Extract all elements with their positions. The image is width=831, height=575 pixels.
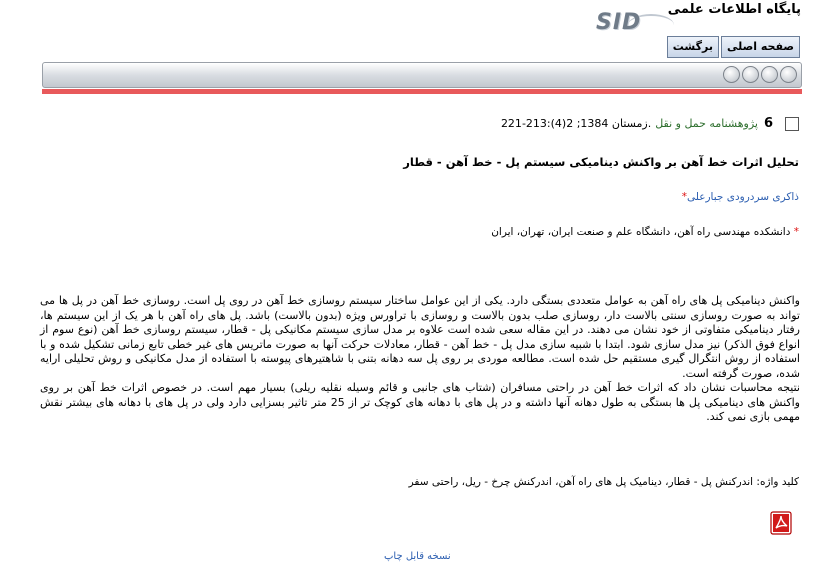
printable-version-link[interactable]: نسخه قابل چاپ <box>384 551 451 562</box>
abstract-paragraph-2: نتیجه محاسبات نشان داد که اثرات خط آهن در راحتی مسافران (شتاب های جانبی و قائم وسیله نقلیه ریلی) بسیار مهم است. در خصوص اثرات خط آهن بر روی واکنش های دینامیکی پل ها بستگی به طول دهانه آنها داشته و در پل های با دهانه های کوچک تر از 25 متر تاثیر بسزایی دارد ولی در پل های با دهانه های بیشتر نقش مهمی بازی نمی کند. <box>40 381 800 423</box>
keywords-label: کلید واژه: <box>756 476 799 488</box>
abstract <box>40 294 800 425</box>
affiliation <box>491 226 799 238</box>
site-title: پایگاه اطلاعات علمی <box>667 2 801 17</box>
author-mark: * <box>681 191 687 203</box>
keywords-text: اندرکنش پل - قطار، دینامیک پل های راه آهن، اندرکنش چرخ - ریل، راحتی سفر <box>408 476 754 488</box>
result-item-header <box>501 116 799 131</box>
toolbar-circles <box>721 66 797 83</box>
toolbar-strip <box>42 62 802 88</box>
back-button[interactable]: برگشت <box>667 36 719 58</box>
paper-title: تحلیل اثرات خط آهن بر واکنش دینامیکی سیستم پل - خط آهن - قطار <box>403 155 799 169</box>
circle-button[interactable] <box>742 66 759 83</box>
nav-buttons <box>665 36 800 58</box>
item-number: 6 <box>763 116 773 131</box>
circle-button[interactable] <box>761 66 778 83</box>
keywords <box>409 476 799 488</box>
select-checkbox[interactable] <box>785 117 799 131</box>
authors <box>682 191 799 203</box>
affiliation-mark: * <box>793 226 799 238</box>
site-header <box>0 0 831 60</box>
accent-divider <box>42 89 802 94</box>
journal-name[interactable]: پژوهشنامه حمل و نقل <box>655 117 758 130</box>
pdf-icon[interactable] <box>770 511 792 535</box>
abstract-paragraph-1: واکنش دینامیکی پل های راه آهن به عوامل متعددی بستگی دارد. یکی از این عوامل ساختار سیستم روسازی خط آهن در روی پل است. روسازی خط آهن در پل ها می تواند به صورت روسازی سنتی بالاست دار، روسازی صلب بدون بالاست و روسازی با تراورس ویژه (بدون بالاست) باشد. پل های راه آهن با هر یک از این سیستم ها، رفتار دینامیکی متفاوتی از خود نشان می دهند. در این مقاله سعی شده است علاوه بر مدل سازی سیستم مکانیکی پل - قطار، سیستم روسازی خط آهن (نوع سوم از انواع فوق الذکر) نیز مدل سازی شود. ابتدا با شبیه سازی مدل پل - خط آهن - قطار، معادلات حرکت آنها به صورت ماتریس های غیر خطی تابع زمانی تشکیل شده و با استفاده از روش انتگرال گیری مستقیم حل شده است. مطالعه موردی بر روی پل سه دهانه بتنی با شاهتیرهای پیوسته با استفاده از مدل مکانیکی و روش تحلیلی ارایه شده، صورت گرفته است. <box>40 294 800 380</box>
author-name[interactable]: ذاکری سردرودی جبارعلی <box>686 191 799 203</box>
citation: زمستان 1384; 2(4):213-221. <box>500 117 652 130</box>
affiliation-text: دانشکده مهندسی راه آهن، دانشگاه علم و صنعت ایران، تهران، ایران <box>491 226 791 238</box>
sid-logo[interactable] <box>596 10 676 38</box>
logo-text: SID <box>596 10 642 35</box>
home-button[interactable]: صفحه اصلی <box>721 36 800 58</box>
circle-button[interactable] <box>723 66 740 83</box>
circle-button[interactable] <box>780 66 797 83</box>
